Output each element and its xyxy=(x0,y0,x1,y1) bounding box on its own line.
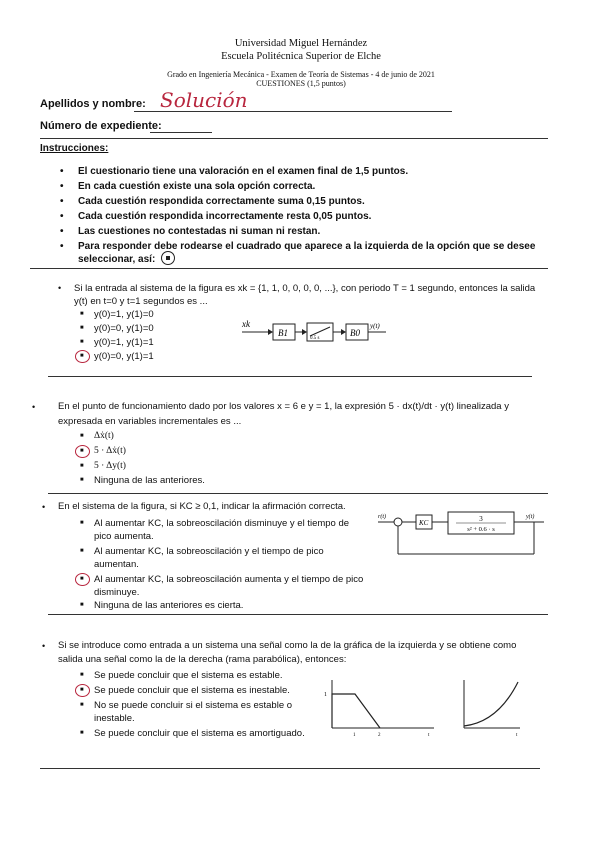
question-bullet: • xyxy=(58,283,62,293)
q3-option: aumentan. xyxy=(94,559,139,570)
instruction-item: Las cuestiones no contestadas ni suman ni restan. xyxy=(78,226,321,237)
instruction-bullet: • xyxy=(60,226,64,237)
option-box[interactable]: ■ xyxy=(80,477,84,483)
question-bullet: • xyxy=(42,502,46,512)
q3-option: Al aumentar KC, la sobreoscilación disminuye y el tiempo de xyxy=(94,518,350,529)
q1-option: y(0)=0, y(1)=1 xyxy=(94,351,154,362)
option-box[interactable]: ■ xyxy=(80,672,84,678)
q1-option: y(0)=0, y(1)=0 xyxy=(94,323,154,334)
instruction-bullet: • xyxy=(60,241,64,252)
diagram-input-label: xk xyxy=(242,319,250,329)
x-axis-label: t xyxy=(516,733,518,738)
answer-circle xyxy=(75,573,90,586)
q1-option: y(0)=1, y(1)=1 xyxy=(94,337,154,348)
option-box[interactable]: ■ xyxy=(80,576,84,582)
q1-option: y(0)=1, y(1)=0 xyxy=(94,309,154,320)
q3-block-diagram xyxy=(376,508,548,560)
q4-text: salida una señal como la de la derecha (rama parabólica), entonces: xyxy=(58,654,347,665)
output-parabola-line xyxy=(464,682,518,726)
option-box[interactable]: ■ xyxy=(80,702,84,708)
x-tick-label: t xyxy=(428,733,430,738)
q3-option: disminuye. xyxy=(94,587,140,598)
divider xyxy=(40,768,540,769)
university-name: Universidad Miguel Hernández xyxy=(234,38,368,49)
sum-junction xyxy=(394,518,402,526)
instruction-item: El cuestionario tiene una valoración en el examen final de 1,5 puntos. xyxy=(78,166,409,177)
q3-option: Al aumentar KC, la sobreoscilación y el tiempo de pico xyxy=(94,546,324,557)
q1-text: y(t) en t=0 y t=1 segundos es ... xyxy=(74,296,208,307)
q4-option: Se puede concluir que el sistema es amortiguado. xyxy=(94,728,305,739)
instruction-bullet: • xyxy=(60,211,64,222)
option-box[interactable]: ■ xyxy=(80,339,84,345)
school-name: Escuela Politécnica Superior de Elche xyxy=(221,51,381,62)
q1-text: Si la entrada al sistema de la figura es xk = {1, 1, 0, 0, 0, 0, ...}, con periodo T = 1 segundo, entonces la salida xyxy=(74,283,536,294)
section-title: CUESTIONES (1,5 puntos) xyxy=(256,79,346,88)
instruction-item: seleccionar, así: xyxy=(78,254,156,265)
divider xyxy=(48,376,532,377)
name-label: Apellidos y nombre: xyxy=(40,98,146,110)
instruction-item: Cada cuestión respondida correctamente suma 0,15 puntos. xyxy=(78,196,365,207)
q2-option: 5 · Δy(t) xyxy=(94,461,126,471)
x-tick-label: 2 xyxy=(378,733,381,738)
degree-line: Grado en Ingeniería Mecánica - Examen de Teoría de Sistemas - 4 de junio de 2021 xyxy=(167,70,435,79)
id-label: Número de expediente: xyxy=(40,120,162,132)
instruction-item: En cada cuestión existe una sola opción correcta. xyxy=(78,181,316,192)
example-circle-icon xyxy=(161,251,175,265)
instruction-item: Para responder debe rodearse el cuadrado que aparece a la izquierda de la opción que se desee xyxy=(78,241,536,252)
divider xyxy=(40,138,548,139)
q4-option: Se puede concluir que el sistema es inestable. xyxy=(94,685,290,696)
plant-denominator: s² + 0.6 · s xyxy=(467,526,495,533)
y-tick-label: 1 xyxy=(324,692,327,698)
option-box[interactable]: ■ xyxy=(80,463,84,469)
divider xyxy=(48,493,548,494)
option-box[interactable]: ■ xyxy=(80,602,84,608)
q4-option: inestable. xyxy=(94,713,135,724)
instruction-bullet: • xyxy=(60,181,64,192)
option-box[interactable]: ■ xyxy=(80,730,84,736)
diagram-output-label: y(t) xyxy=(370,322,380,330)
q4-option: Se puede concluir que el sistema es estable. xyxy=(94,670,283,681)
x-tick-label: 1 xyxy=(353,733,356,738)
diagram-input-label: r(t) xyxy=(378,514,386,520)
gain-label: KC xyxy=(419,519,429,527)
q2-option: Ninguna de las anteriores. xyxy=(94,475,205,486)
option-box[interactable]: ■ xyxy=(80,311,84,317)
option-box[interactable]: ■ xyxy=(80,520,84,526)
input-signal-line xyxy=(332,694,380,728)
option-box[interactable]: ■ xyxy=(80,548,84,554)
block-b0-label: B0 xyxy=(350,328,360,338)
answer-circle xyxy=(75,350,90,363)
q2-option: Δẋ(t) xyxy=(94,431,114,441)
input-signal-graph xyxy=(322,676,440,740)
option-box[interactable]: ■ xyxy=(80,448,84,454)
output-signal-graph xyxy=(458,676,528,740)
q2-text: En el punto de funcionamiento dado por los valores x = 6 e y = 1, la expresión 5 · dx(t)/dt · y(t) linealizada y xyxy=(58,401,509,412)
q3-option: Ninguna de las anteriores es cierta. xyxy=(94,600,244,611)
sampler-label: 0.5 s xyxy=(310,336,320,341)
option-box[interactable]: ■ xyxy=(80,353,84,359)
diagram-output-label: y(t) xyxy=(526,514,535,520)
id-line xyxy=(150,132,212,133)
answer-circle xyxy=(75,445,90,458)
instruction-bullet: • xyxy=(60,196,64,207)
block-b1-label: B1 xyxy=(278,328,288,338)
plant-numerator: 3 xyxy=(479,515,483,523)
instruction-item: Cada cuestión respondida incorrectamente resta 0,05 puntos. xyxy=(78,211,372,222)
q2-text: expresada en variables incrementales es ... xyxy=(58,416,242,427)
instruction-bullet: • xyxy=(60,166,64,177)
q1-block-diagram xyxy=(240,312,390,354)
q2-option: 5 · Δẋ(t) xyxy=(94,446,126,456)
q4-text: Si se introduce como entrada a un sistema una señal como la de la gráfica de la izquierda y se obtiene como xyxy=(58,640,517,651)
option-box[interactable]: ■ xyxy=(80,687,84,693)
divider xyxy=(48,614,548,615)
q3-text: En el sistema de la figura, si KC ≥ 0,1, indicar la afirmación correcta. xyxy=(58,501,346,512)
answer-circle xyxy=(75,684,90,697)
handwritten-name: Solución xyxy=(160,88,248,112)
question-bullet: • xyxy=(42,641,46,651)
q3-option: pico aumenta. xyxy=(94,531,154,542)
q3-option: Al aumentar KC, la sobreoscilación aumenta y el tiempo de pico xyxy=(94,574,364,585)
option-box[interactable]: ■ xyxy=(80,325,84,331)
divider xyxy=(30,268,548,269)
option-box[interactable]: ■ xyxy=(80,433,84,439)
q4-option: No se puede concluir si el sistema es estable o xyxy=(94,700,293,711)
instructions-title: Instrucciones: xyxy=(40,143,109,154)
question-bullet: • xyxy=(32,402,36,412)
